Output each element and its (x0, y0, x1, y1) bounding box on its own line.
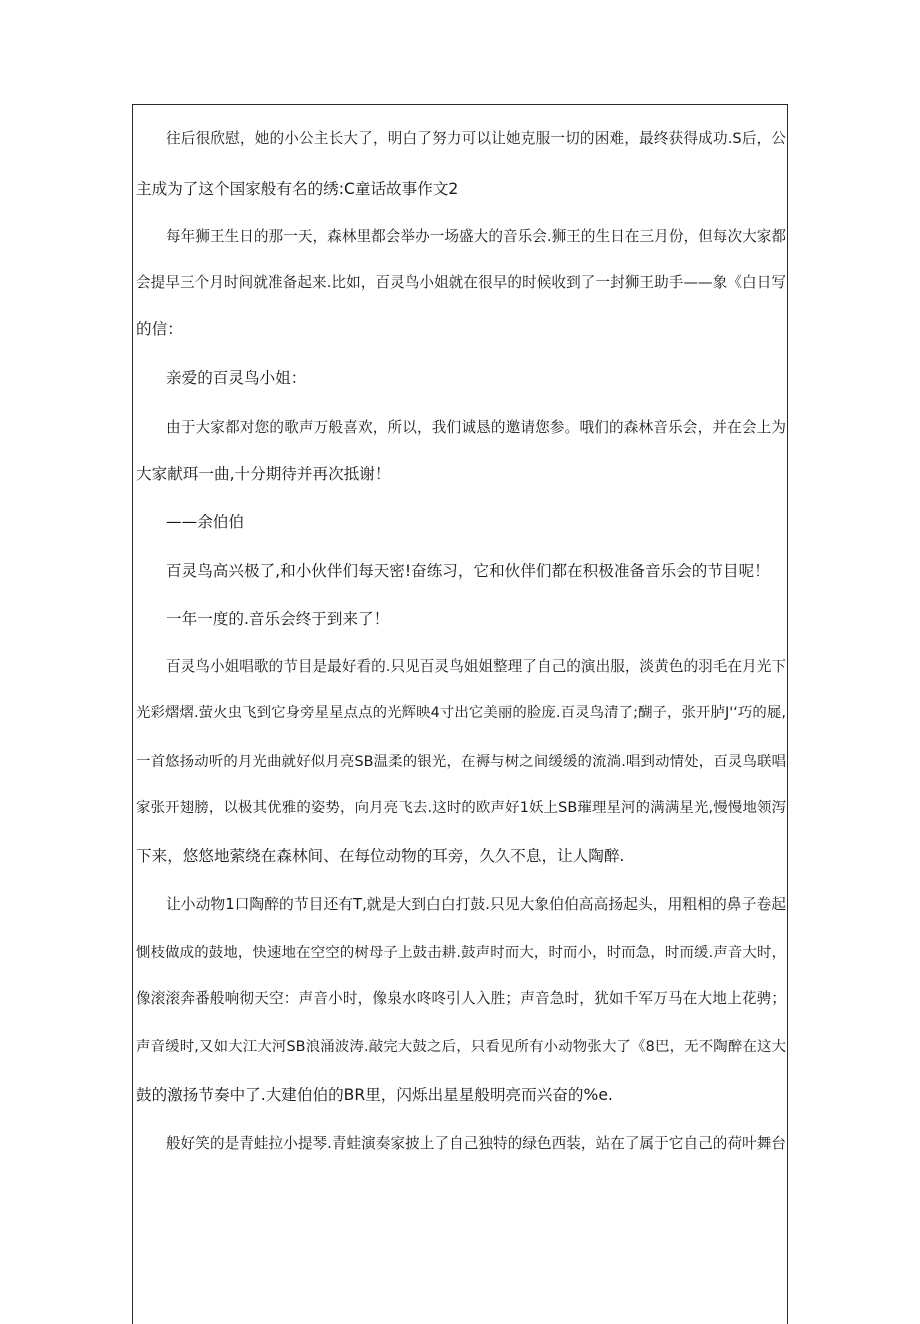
text-line: 百灵鸟小姐唱歌的节目是最好看的.只见百灵鸟姐姐整理了自己的演出服，淡黄色的羽毛在月光下 (166, 658, 786, 675)
text-line: 百灵鸟高兴极了,和小伙伴们每天密!奋练习，它和伙伴们都在积极准备音乐会的节目呢！ (166, 562, 770, 580)
text-line: 主成为了这个国家般有名的绣:C童话故事作文2 (136, 180, 459, 198)
text-line: 的信： (136, 320, 183, 338)
text-line: 声音缓时,又如大江大河SB浪涌波涛.敲完大鼓之后，只看见所有小动物张大了《8巴，无不陶醉在这大 (136, 1039, 786, 1055)
text-line: 般好笑的是青蛙拉小提琴.青蛙演奏家披上了自己独特的绿色西装，站在了属于它自己的荷叶舞台 (166, 1135, 786, 1152)
text-line: 往后很欣慰，她的小公主长大了，明白了努力可以让她克服一切的困难，最终获得成功.S后，公 (166, 130, 786, 147)
text-line: 一首悠扬动听的月光曲就好似月亮SB温柔的银光，在褥与树之间缓缓的流淌.唱到动情处，百灵鸟联唱 (136, 754, 786, 770)
text-line: 大家献珥一曲,十分期待并再次抵谢！ (136, 465, 391, 483)
text-line: 家张开翅膀，以极其优雅的姿势，向月亮飞去.这时的欧声好1妖上SB璀理星河的满满星光,慢慢地领泻 (136, 800, 786, 816)
text-line: 亲爱的百灵鸟小姐： (166, 369, 307, 387)
text-line: 下来，悠悠地萦绕在森林间、在每位动物的耳旁，久久不息，让人陶醉. (136, 847, 625, 865)
text-line: ——余伯伯 (166, 513, 244, 531)
text-line: 鼓的激扬节奏中了.大建伯伯的BR里，闪烁出星星般明亮而兴奋的%e. (136, 1086, 613, 1104)
text-line: 一年一度的.音乐会终于到来了！ (166, 610, 390, 628)
text-line: 会提早三个月时间就准备起来.比如，百灵鸟小姐就在很早的时候收到了一封狮王助手——象《白日写 (136, 274, 786, 291)
text-line: 像滚滚奔番般响彻天空：声音小时，像泉水咚咚引人入胜；声音急时，犹如千军万马在大地上花骋； (136, 990, 786, 1007)
text-line: 让小动物1口陶醉的节目还有T,就是大到白白打鼓.只见大象伯伯高高扬起头，用粗相的鼻子卷起 (166, 896, 786, 913)
text-line: 光彩熠熠.萤火虫飞到它身旁星星点点的光辉映4寸出它美丽的脸庞.百灵鸟清了;醐子，张开胪J'‘巧的屣, (136, 705, 786, 721)
text-line: 每年狮王生日的那一天，森林里都会举办一场盛大的音乐会.狮王的生日在三月份，但每次大家都 (166, 228, 786, 245)
text-line: 惻枝做成的鼓地，快速地在空空的树母子上鼓击耕.鼓声时而大，时而小，时而急，时而缓.声音大时， (136, 945, 786, 961)
text-line: 由于大家都对您的歌声万般喜欢，所以，我们诚恳的邀请您参。哦们的森林音乐会，并在会上为 (166, 419, 786, 436)
